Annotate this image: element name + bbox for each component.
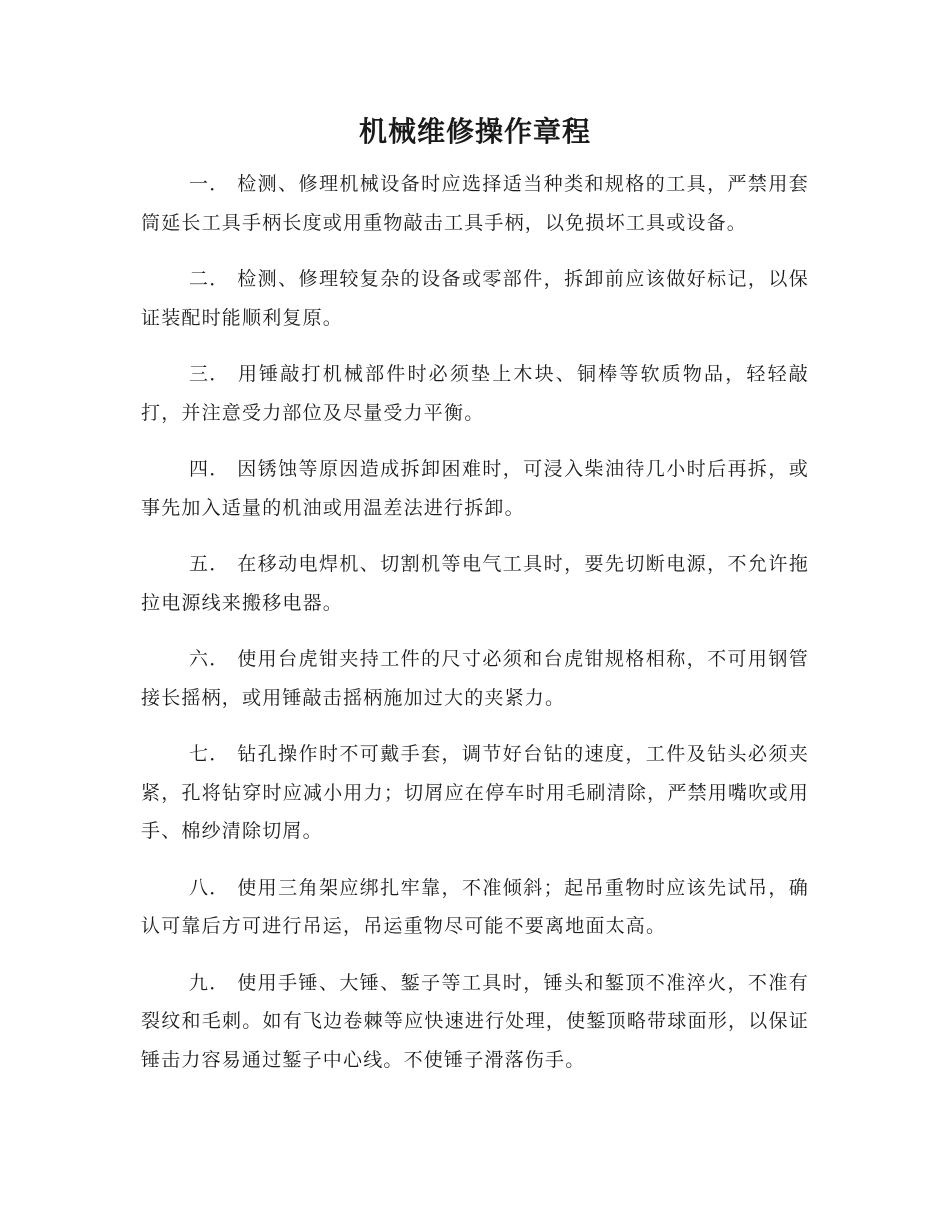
clause-text: 因锈蚀等原因造成拆卸困难时，可浸入柴油待几小时后再拆，或事先加入适量的机油或用温差法进行拆卸。 (141, 458, 809, 519)
clause-number: 七． (189, 743, 230, 765)
clause-text: 用锤敲打机械部件时必须垫上木块、铜棒等软质物品，轻轻敲打，并注意受力部位及尽量受力平衡。 (141, 363, 809, 424)
clause-8 (141, 869, 809, 946)
clause-3 (141, 355, 809, 432)
clause-text: 使用三角架应绑扎牢靠，不准倾斜；起吊重物时应该先试吊，确认可靠后方可进行吊运，吊运重物尽可能不要离地面太高。 (141, 876, 809, 937)
clause-number: 二． (189, 268, 230, 290)
clause-6 (141, 640, 809, 717)
clause-7 (141, 735, 809, 851)
clause-5 (141, 545, 809, 622)
clause-2 (141, 260, 809, 337)
clause-number: 三． (189, 363, 230, 385)
clause-number: 四． (189, 458, 230, 480)
clause-number: 八． (189, 876, 230, 899)
clause-1 (141, 165, 809, 242)
clause-text: 使用台虎钳夹持工件的尺寸必须和台虎钳规格相称，不可用钢管接长摇柄，或用锤敲击摇柄施加过大的夹紧力。 (141, 648, 809, 709)
clause-number: 一． (189, 173, 230, 195)
clause-4 (141, 450, 809, 527)
clause-number: 五． (189, 553, 230, 575)
clause-text: 使用手锤、大锤、錾子等工具时，锤头和錾顶不准淬火，不准有裂纹和毛刺。如有飞边卷棘等应快速进行处理，使錾顶略带球面形，以保证锤击力容易通过錾子中心线。不使锤子滑落伤手。 (141, 971, 809, 1071)
clause-text: 检测、修理较复杂的设备或零部件，拆卸前应该做好标记，以保证装配时能顺利复原。 (141, 268, 809, 329)
clause-number: 九． (189, 971, 230, 994)
clause-text: 检测、修理机械设备时应选择适当种类和规格的工具，严禁用套筒延长工具手柄长度或用重物敲击工具手柄，以免损坏工具或设备。 (141, 173, 809, 234)
document-title: 机械维修操作章程 (358, 115, 591, 148)
clause-number: 六． (189, 648, 230, 670)
clause-text: 在移动电焊机、切割机等电气工具时，要先切断电源，不允许拖拉电源线来搬移电器。 (141, 553, 809, 614)
clause-text: 钻孔操作时不可戴手套，调节好台钻的速度，工件及钻头必须夹紧，孔将钻穿时应减小用力；切屑应在停车时用毛刷清除，严禁用嘴吹或用手、棉纱清除切屑。 (141, 743, 809, 842)
document-body (141, 165, 809, 1097)
clause-9 (141, 964, 809, 1080)
